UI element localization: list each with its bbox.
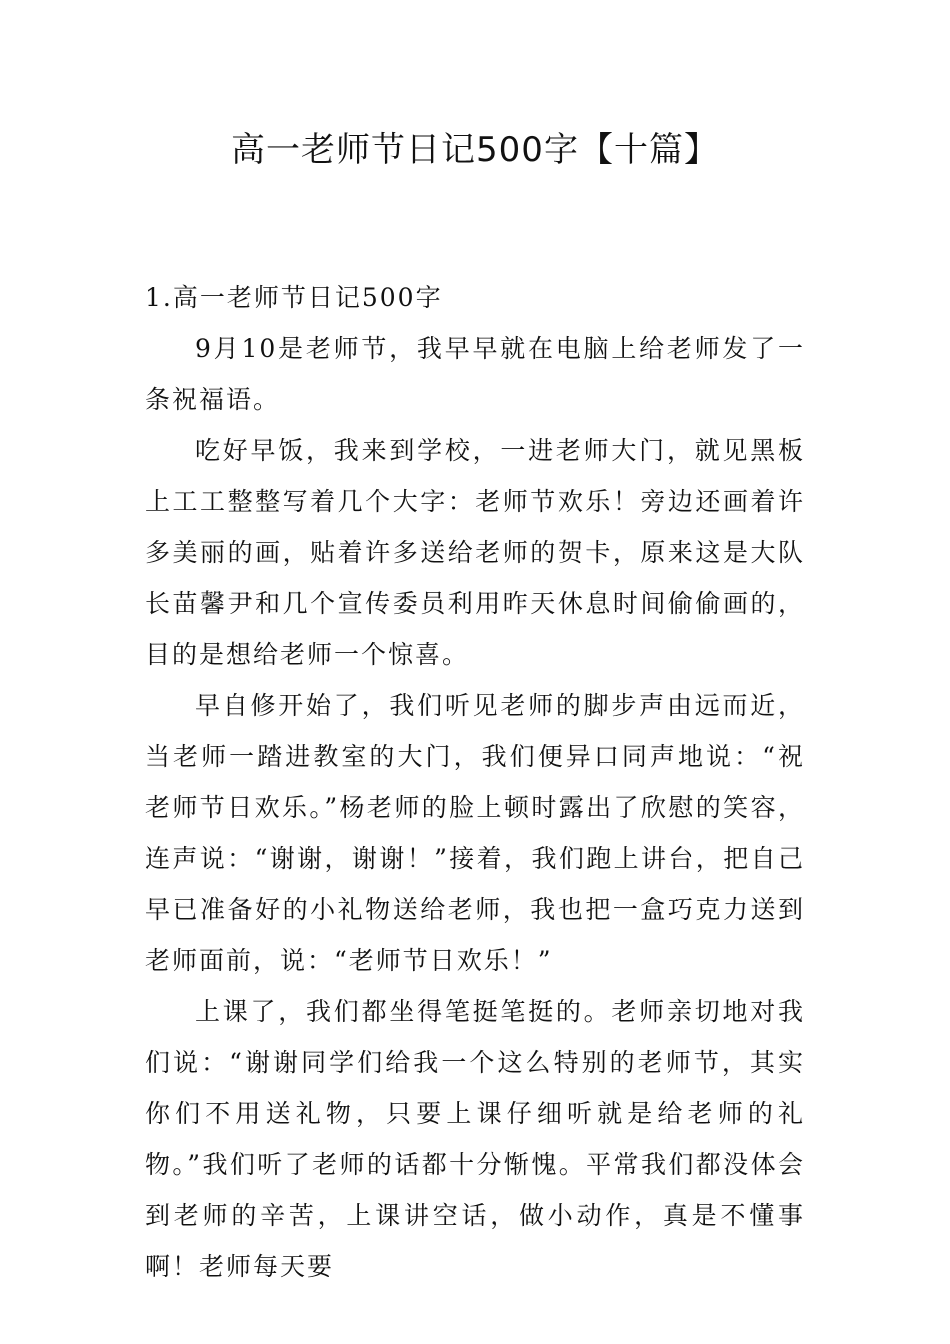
paragraph: 早自修开始了，我们听见老师的脚步声由远而近，当老师一踏进教室的大门，我们便异口同声地说：“祝老师节日欢乐。”杨老师的脸上顿时露出了欣慰的笑容，连声说：“谢谢，谢谢！”接着，我们跑上讲台，把自己早已准备好的小礼物送给老师，我也把一盒巧克力送到老师面前，说：“老师节日欢乐！” (145, 691, 805, 975)
document-title: 高一老师节日记500字【十篇】 (231, 130, 719, 170)
section-heading: 1.高一老师节日记500字 (145, 283, 443, 312)
paragraph: 上课了，我们都坐得笔挺笔挺的。老师亲切地对我们说：“谢谢同学们给我一个这么特别的老师节，其实你们不用送礼物，只要上课仔细听就是给老师的礼物。”我们听了老师的话都十分惭愧。平常我们都没体会到老师的辛苦，上课讲空话，做小动作，真是不懂事啊！老师每天要 (145, 997, 805, 1281)
paragraph: 9月10是老师节，我早早就在电脑上给老师发了一条祝福语。 (145, 334, 805, 414)
paragraph: 吃好早饭，我来到学校，一进老师大门，就见黑板上工工整整写着几个大字：老师节欢乐！旁边还画着许多美丽的画，贴着许多送给老师的贺卡，原来这是大队长苗馨尹和几个宣传委员利用昨天休息时间偷偷画的，目的是想给老师一个惊喜。 (145, 436, 805, 669)
document-body (145, 272, 805, 1292)
